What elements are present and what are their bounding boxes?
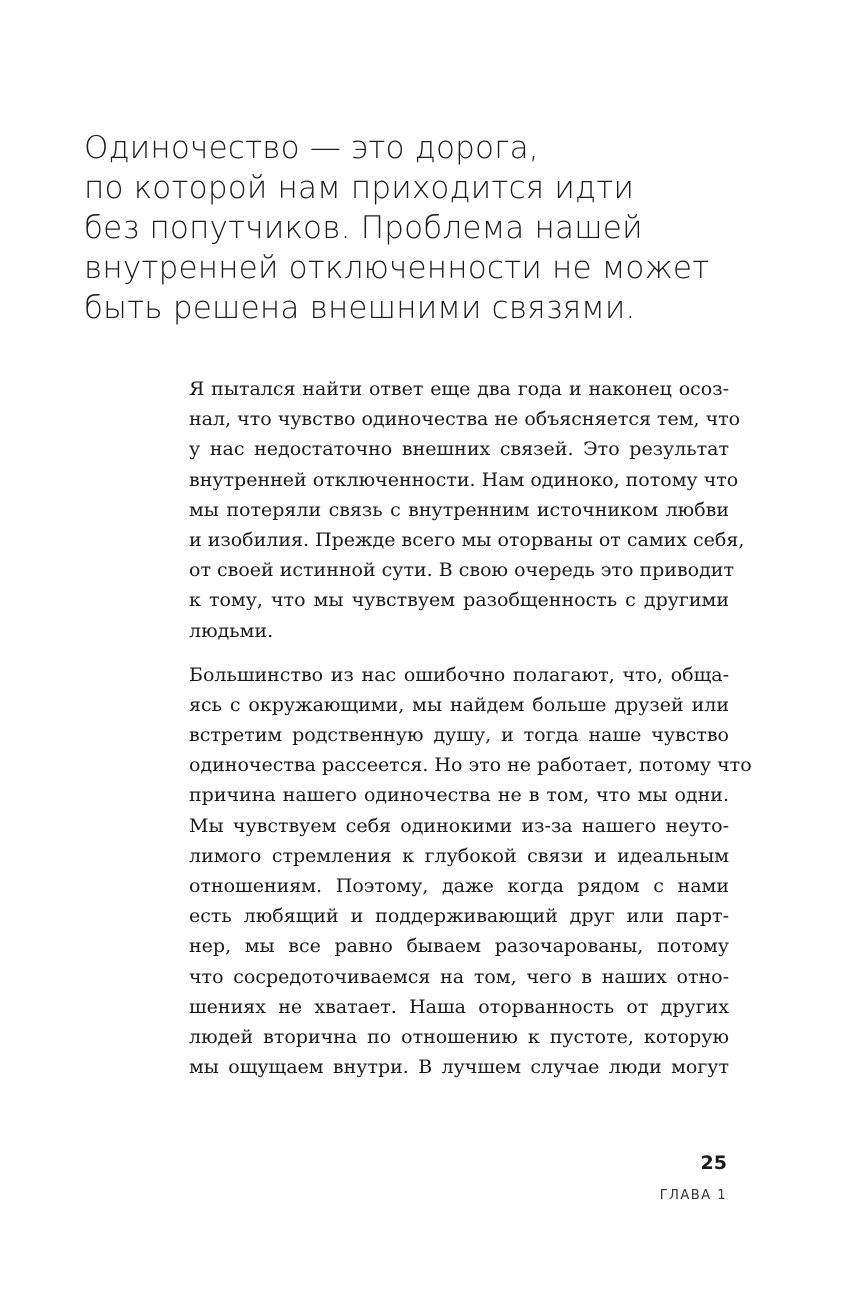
text-line: лимого стремления к глубокой связи и идеальным xyxy=(189,844,729,867)
chapter-label: ГЛАВА 1 xyxy=(659,1188,727,1203)
text-line: есть любящий и поддерживающий друг или парт- xyxy=(189,905,729,928)
text-line: внутренней отключенности. Нам одиноко, потому что xyxy=(189,468,739,491)
text-line: Мы чувствуем себя одинокими из-за нашего неуто- xyxy=(189,814,729,837)
quote-line: без попутчиков. Проблема нашей xyxy=(84,210,643,246)
paragraph-1 xyxy=(189,374,745,646)
text-line: от своей истинной сути. В свою очередь это приводит xyxy=(189,559,734,582)
text-line: ясь с окружающими, мы найдем больше друзей или xyxy=(189,693,729,716)
text-line: нал, что чувство одиночества не объясняется тем, что xyxy=(189,408,741,431)
text-line: к тому, что мы чувствуем разобщенность с другими xyxy=(189,589,729,612)
text-line: встретим родственную душу, и тогда наше чувство xyxy=(189,724,729,747)
quote-line: Одиночество — это дорога, xyxy=(84,130,539,166)
text-line: и изобилия. Прежде всего мы оторваны от самих себя, xyxy=(189,528,745,551)
text-line: отношениям. Поэтому, даже когда рядом с нами xyxy=(189,875,729,897)
text-line: у нас недостаточно внешних связей. Это результат xyxy=(189,438,729,461)
quote-line: по которой нам приходится идти xyxy=(84,170,635,206)
quote-line: быть решена внешними связями. xyxy=(84,290,636,326)
paragraph-2 xyxy=(189,660,752,1083)
text-line: причина нашего одиночества не в том, что мы одни. xyxy=(189,784,729,807)
text-line: людей вторична по отношению к пустоте, которую xyxy=(189,1025,729,1048)
text-line: мы потеряли связь с внутренним источником любви xyxy=(189,498,729,521)
text-line: нер, мы все равно бываем разочарованы, потому xyxy=(189,935,729,958)
text-line: одиночества рассеется. Но это не работает, потому что xyxy=(189,754,752,777)
text-line: мы ощущаем внутри. В лучшем случае люди могут xyxy=(189,1056,729,1079)
text-line: людьми. xyxy=(189,619,274,642)
text-line: Большинство из нас ошибочно полагают, что, обща- xyxy=(189,663,729,686)
text-line: Я пытался найти ответ еще два года и наконец осоз- xyxy=(189,378,729,400)
text-line: шениях не хватает. Наша оторванность от других xyxy=(189,995,729,1018)
body-text xyxy=(189,374,752,1096)
page-number: 25 xyxy=(700,1152,727,1174)
quote-line: внутренней отключенности не может xyxy=(84,250,710,286)
text-line: что сосредоточиваемся на том, чего в наших отно- xyxy=(189,965,729,988)
pull-quote xyxy=(84,128,724,328)
